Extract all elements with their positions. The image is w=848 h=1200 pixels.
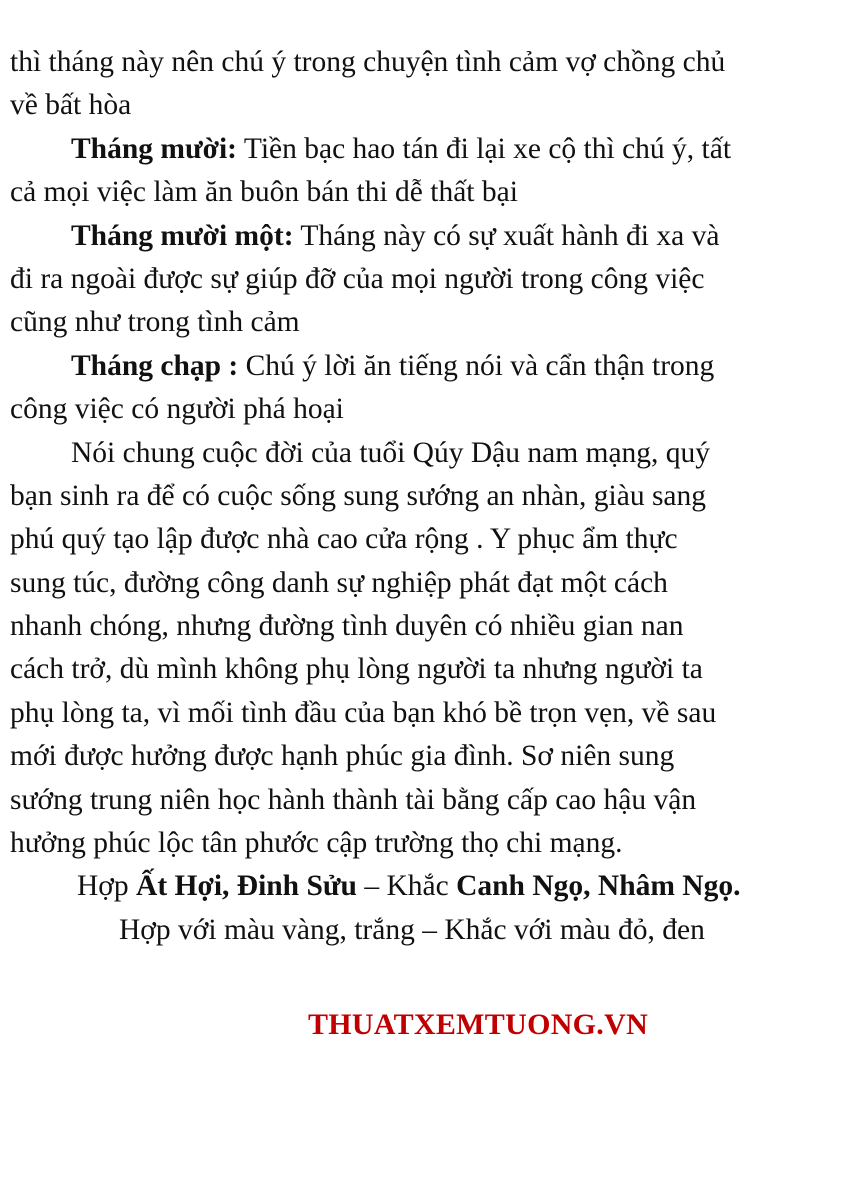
month-twelve-paragraph <box>10 345 836 388</box>
text-line: về bất hòa <box>10 89 132 122</box>
month-ten-label: Tháng mười: <box>71 132 237 165</box>
text-line: cả mọi việc làm ăn buôn bán thi dễ thất bại <box>10 176 518 209</box>
document-body <box>10 41 836 952</box>
color-compatibility-line: Hợp với màu vàng, trắng – Khắc với màu đỏ, đen <box>119 913 705 946</box>
text-line: cách trở, dù mình không phụ lòng người ta nhưng người ta <box>10 653 703 686</box>
text-line: sung túc, đường công danh sự nghiệp phát đạt một cách <box>10 566 668 599</box>
conflicting-ages: Canh Ngọ, Nhâm Ngọ. <box>456 870 741 903</box>
summary-paragraph-start: Nói chung cuộc đời của tuổi Qúy Dậu nam mạng, quý <box>71 436 711 469</box>
compatible-ages: Ất Hợi, Đinh Sửu <box>136 870 357 903</box>
text-line: phú quý tạo lập được nhà cao cửa rộng . Y phục ẩm thực <box>10 523 678 556</box>
month-twelve-label: Tháng chạp : <box>71 349 239 382</box>
month-eleven-label: Tháng mười một: <box>71 219 294 252</box>
month-twelve-text: Chú ý lời ăn tiếng nói và cẩn thận trong <box>238 349 715 382</box>
month-ten-paragraph <box>10 128 836 171</box>
text-line: bạn sinh ra để có cuộc sống sung sướng an nhàn, giàu sang <box>10 479 707 512</box>
conflict-prefix: – Khắc <box>356 870 457 903</box>
text-line: phụ lòng ta, vì mối tình đầu của bạn khó bề trọn vẹn, về sau <box>10 696 717 729</box>
text-line: đi ra ngoài được sự giúp đỡ của mọi người trong công việc <box>10 262 705 295</box>
text-line: cũng như trong tình cảm <box>10 306 300 339</box>
text-line: sướng trung niên học hành thành tài bằng cấp cao hậu vận <box>10 783 697 816</box>
text-line: nhanh chóng, nhưng đường tình duyên có nhiều gian nan <box>10 610 684 643</box>
compat-prefix: Hợp <box>77 870 137 903</box>
text-line: thì tháng này nên chú ý trong chuyện tình cảm vợ chồng chủ <box>10 46 726 78</box>
site-brand: THUATXEMTUONG.VN <box>307 1008 649 1041</box>
text-line: mới được hưởng được hạnh phúc gia đình. Sơ niên sung <box>10 740 675 773</box>
month-eleven-text: Tháng này có sự xuất hành đi xa và <box>293 219 720 252</box>
text-line: công việc có người phá hoại <box>10 393 344 426</box>
text-line: hưởng phúc lộc tân phước cập trường thọ chi mạng. <box>10 827 623 860</box>
month-eleven-paragraph <box>10 215 836 258</box>
compatibility-line <box>10 865 836 908</box>
month-ten-text: Tiền bạc hao tán đi lại xe cộ thì chú ý, tất <box>237 132 732 165</box>
